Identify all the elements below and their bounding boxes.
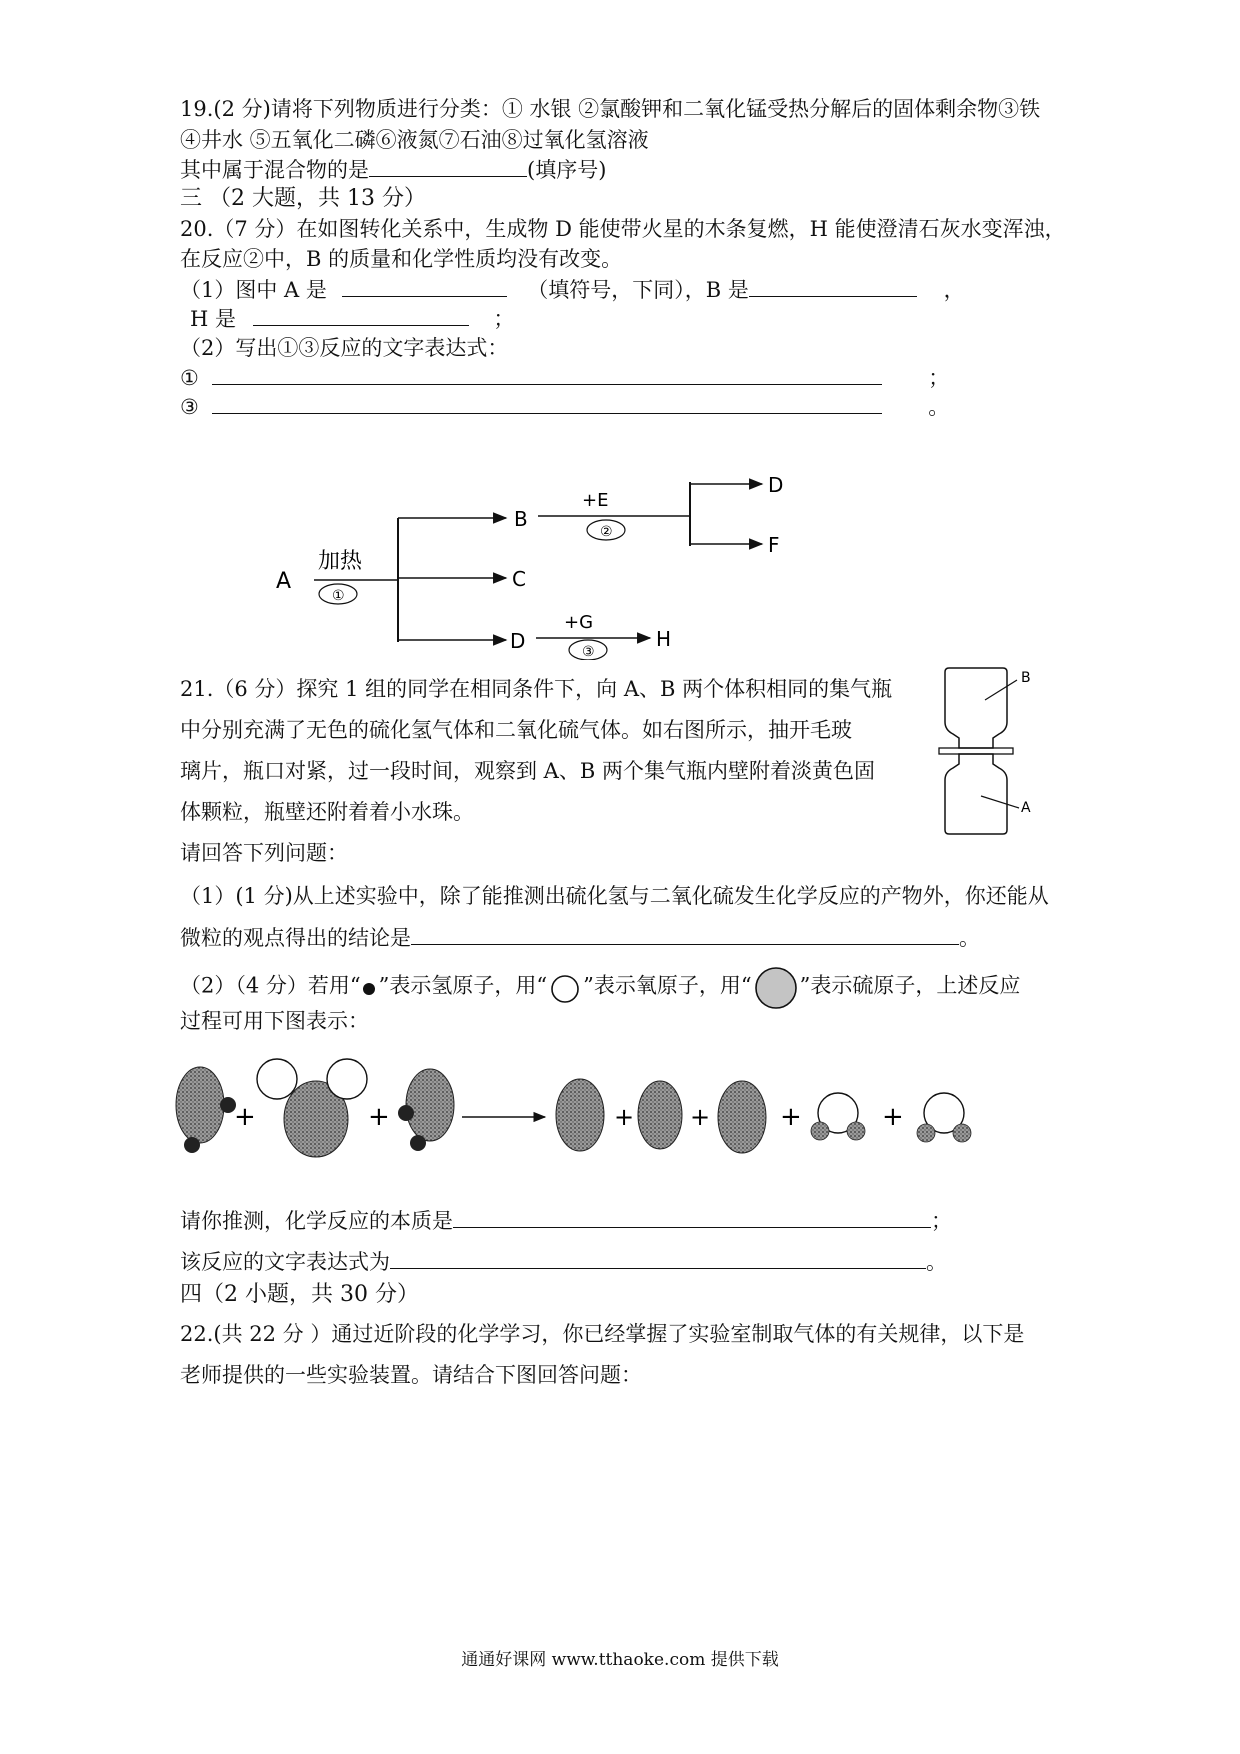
- plus-sign-3: +: [614, 1103, 635, 1131]
- plus-sign-2: +: [368, 1102, 390, 1132]
- diagram-label-A: A: [276, 569, 292, 594]
- q21-ask: 请回答下列问题：: [180, 841, 348, 865]
- jar-B: [945, 668, 1007, 748]
- q19-line1: 19.(2 分)请将下列物质进行分类：① 水银 ②氯酸钾和二氧化锰受热分解后的固体剩余物③铁: [180, 97, 1041, 121]
- q21-p2-text-b: ”表示氢原子，用“: [378, 973, 548, 998]
- q21-p2-line2: 过程可用下图表示：: [180, 1009, 369, 1033]
- q20-a-prompt: （1）图中 A 是: [180, 278, 327, 302]
- q21-p1-line1: （1）(1 分)从上述实验中，除了能推测出硫化氢与二氧化硫发生化学反应的产物外，你还能从: [180, 884, 1049, 908]
- q21-essence-line: [180, 1205, 952, 1236]
- sulfur-atom-icon: [752, 964, 800, 1010]
- q21-p1-prompt: 微粒的观点得出的结论是: [180, 926, 411, 950]
- q21-expression-blank[interactable]: [390, 1246, 926, 1269]
- q20-r1-blank[interactable]: [212, 362, 882, 385]
- q19-prompt: 其中属于混合物的是: [180, 158, 369, 182]
- sulfur-product-1: [556, 1079, 604, 1151]
- diagram-label-B: B: [514, 507, 528, 531]
- q19-answer-blank[interactable]: [369, 154, 527, 177]
- q19-line2: ④井水 ⑤五氧化二磷⑥液氮⑦石油⑧过氧化氢溶液: [180, 128, 649, 152]
- q20-r3-end: 。: [928, 395, 950, 419]
- so2-molecule: [257, 1059, 367, 1157]
- q20-reaction3-line: [180, 391, 949, 422]
- page-footer: 通通好课网 www.tthaoke.com 提供下载: [461, 1650, 779, 1670]
- q19-hint: (填序号): [527, 158, 607, 182]
- glass-plate: [939, 748, 1013, 754]
- q21-line4: 体颗粒，瓶壁还附着着小水珠。: [180, 800, 474, 824]
- jar-A-label: A: [1021, 800, 1031, 816]
- gas-jars-figure: [935, 660, 1045, 840]
- q21-essence-prompt: 请你推测，化学反应的本质是: [180, 1209, 453, 1233]
- water-molecule-1: [811, 1093, 865, 1140]
- q22-line1: 22.(共 22 分 ）通过近阶段的化学学习，你已经掌握了实验室制取气体的有关规律，以下是: [180, 1322, 1025, 1346]
- q19-line3: [180, 154, 606, 185]
- q21-p1-end: 。: [959, 926, 980, 950]
- diagram-label-H: H: [656, 627, 672, 651]
- jar-B-label: B: [1021, 670, 1031, 686]
- q20-r3-blank[interactable]: [212, 391, 882, 414]
- q20-reaction1-line: [180, 362, 949, 393]
- plus-sign-4: +: [690, 1103, 711, 1131]
- jar-B-pointer: [985, 680, 1017, 700]
- q21-expression-end: 。: [926, 1250, 947, 1274]
- jar-A-pointer: [981, 796, 1019, 808]
- q20-a-blank[interactable]: [342, 274, 507, 297]
- plus-sign-5: +: [780, 1102, 802, 1132]
- q21-essence-end: ；: [931, 1209, 952, 1233]
- q20-r1-label: ①: [180, 366, 199, 390]
- diagram-label-F: F: [768, 533, 780, 557]
- q20-h-prompt: H 是: [190, 307, 236, 331]
- diagram-label-heat: 加热: [318, 549, 363, 574]
- q21-p2-text-d: ”表示硫原子，上述反应: [799, 973, 1021, 998]
- q20-line2: 在反应②中，B 的质量和化学性质均没有改变。: [180, 247, 623, 271]
- q20-line1: 20.（7 分）在如图转化关系中，生成物 D 能使带火星的木条复燃，H 能使澄清石灰水变浑浊，: [180, 217, 1066, 241]
- q21-essence-blank[interactable]: [453, 1205, 931, 1228]
- q20-semicolon: ；: [493, 307, 515, 331]
- sulfur-product-2: [638, 1081, 682, 1149]
- q21-expression-prompt: 该反应的文字表达式为: [180, 1250, 390, 1274]
- q21-expression-line: [180, 1246, 947, 1277]
- diagram-label-C: C: [512, 567, 526, 591]
- plus-sign-6: +: [882, 1102, 904, 1132]
- q21-p2-text-c: ”表示氧原子，用“: [583, 973, 752, 998]
- q20-h-blank[interactable]: [253, 303, 469, 326]
- diagram-label-G: +G: [564, 612, 594, 633]
- molecular-reaction-diagram: [170, 1055, 990, 1175]
- q20-part1: [180, 274, 965, 305]
- q22-line2: 老师提供的一些实验装置。请结合下图回答问题：: [180, 1363, 642, 1387]
- q21-p1-blank[interactable]: [411, 922, 959, 945]
- q21-line3: 璃片，瓶口对紧，过一段时间，观察到 A、B 两个集气瓶内壁附着淡黄色固: [180, 759, 875, 783]
- q21-p1-line2: [180, 922, 980, 953]
- diagram-label-1: ①: [332, 588, 345, 604]
- diagram-label-3: ③: [582, 644, 595, 660]
- diagram-label-E: +E: [582, 490, 609, 511]
- oxygen-atom-icon: [547, 969, 583, 1005]
- q20-b-blank[interactable]: [749, 274, 917, 297]
- section3-heading: 三 （2 大题，共 13 分）: [180, 186, 426, 211]
- q21-line1: 21.（6 分）探究 1 组的同学在相同条件下，向 A、B 两个体积相同的集气瓶: [180, 677, 893, 701]
- diagram-label-D1: D: [768, 473, 784, 497]
- section4-heading: 四（2 小题，共 30 分）: [180, 1282, 419, 1307]
- hydrogen-atom-icon: [361, 977, 379, 997]
- h2s-molecule-1: [176, 1067, 236, 1153]
- q20-comma: ，: [943, 278, 965, 302]
- q21-line2: 中分别充满了无色的硫化氢气体和二氧化硫气体。如右图所示，抽开毛玻: [180, 718, 852, 742]
- sulfur-product-3: [718, 1081, 766, 1153]
- q21-p2-text-a: （2）（4 分）若用“: [180, 973, 361, 998]
- water-molecule-2: [917, 1093, 971, 1142]
- diagram-label-D2: D: [510, 629, 526, 653]
- q20-conversion-diagram: [270, 470, 830, 660]
- q21-p2-line1: [180, 964, 1020, 1010]
- q20-part2: （2）写出①③反应的文字表达式：: [180, 336, 509, 360]
- q20-r1-end: ；: [928, 366, 950, 390]
- plus-sign-1: +: [234, 1102, 256, 1132]
- jar-A: [945, 754, 1007, 834]
- q20-b-prompt: （填符号，下同），B 是: [527, 278, 749, 302]
- q20-h-line: [190, 303, 514, 334]
- diagram-label-2: ②: [600, 524, 613, 540]
- h2s-molecule-2: [398, 1069, 454, 1151]
- q20-r3-label: ③: [180, 395, 199, 419]
